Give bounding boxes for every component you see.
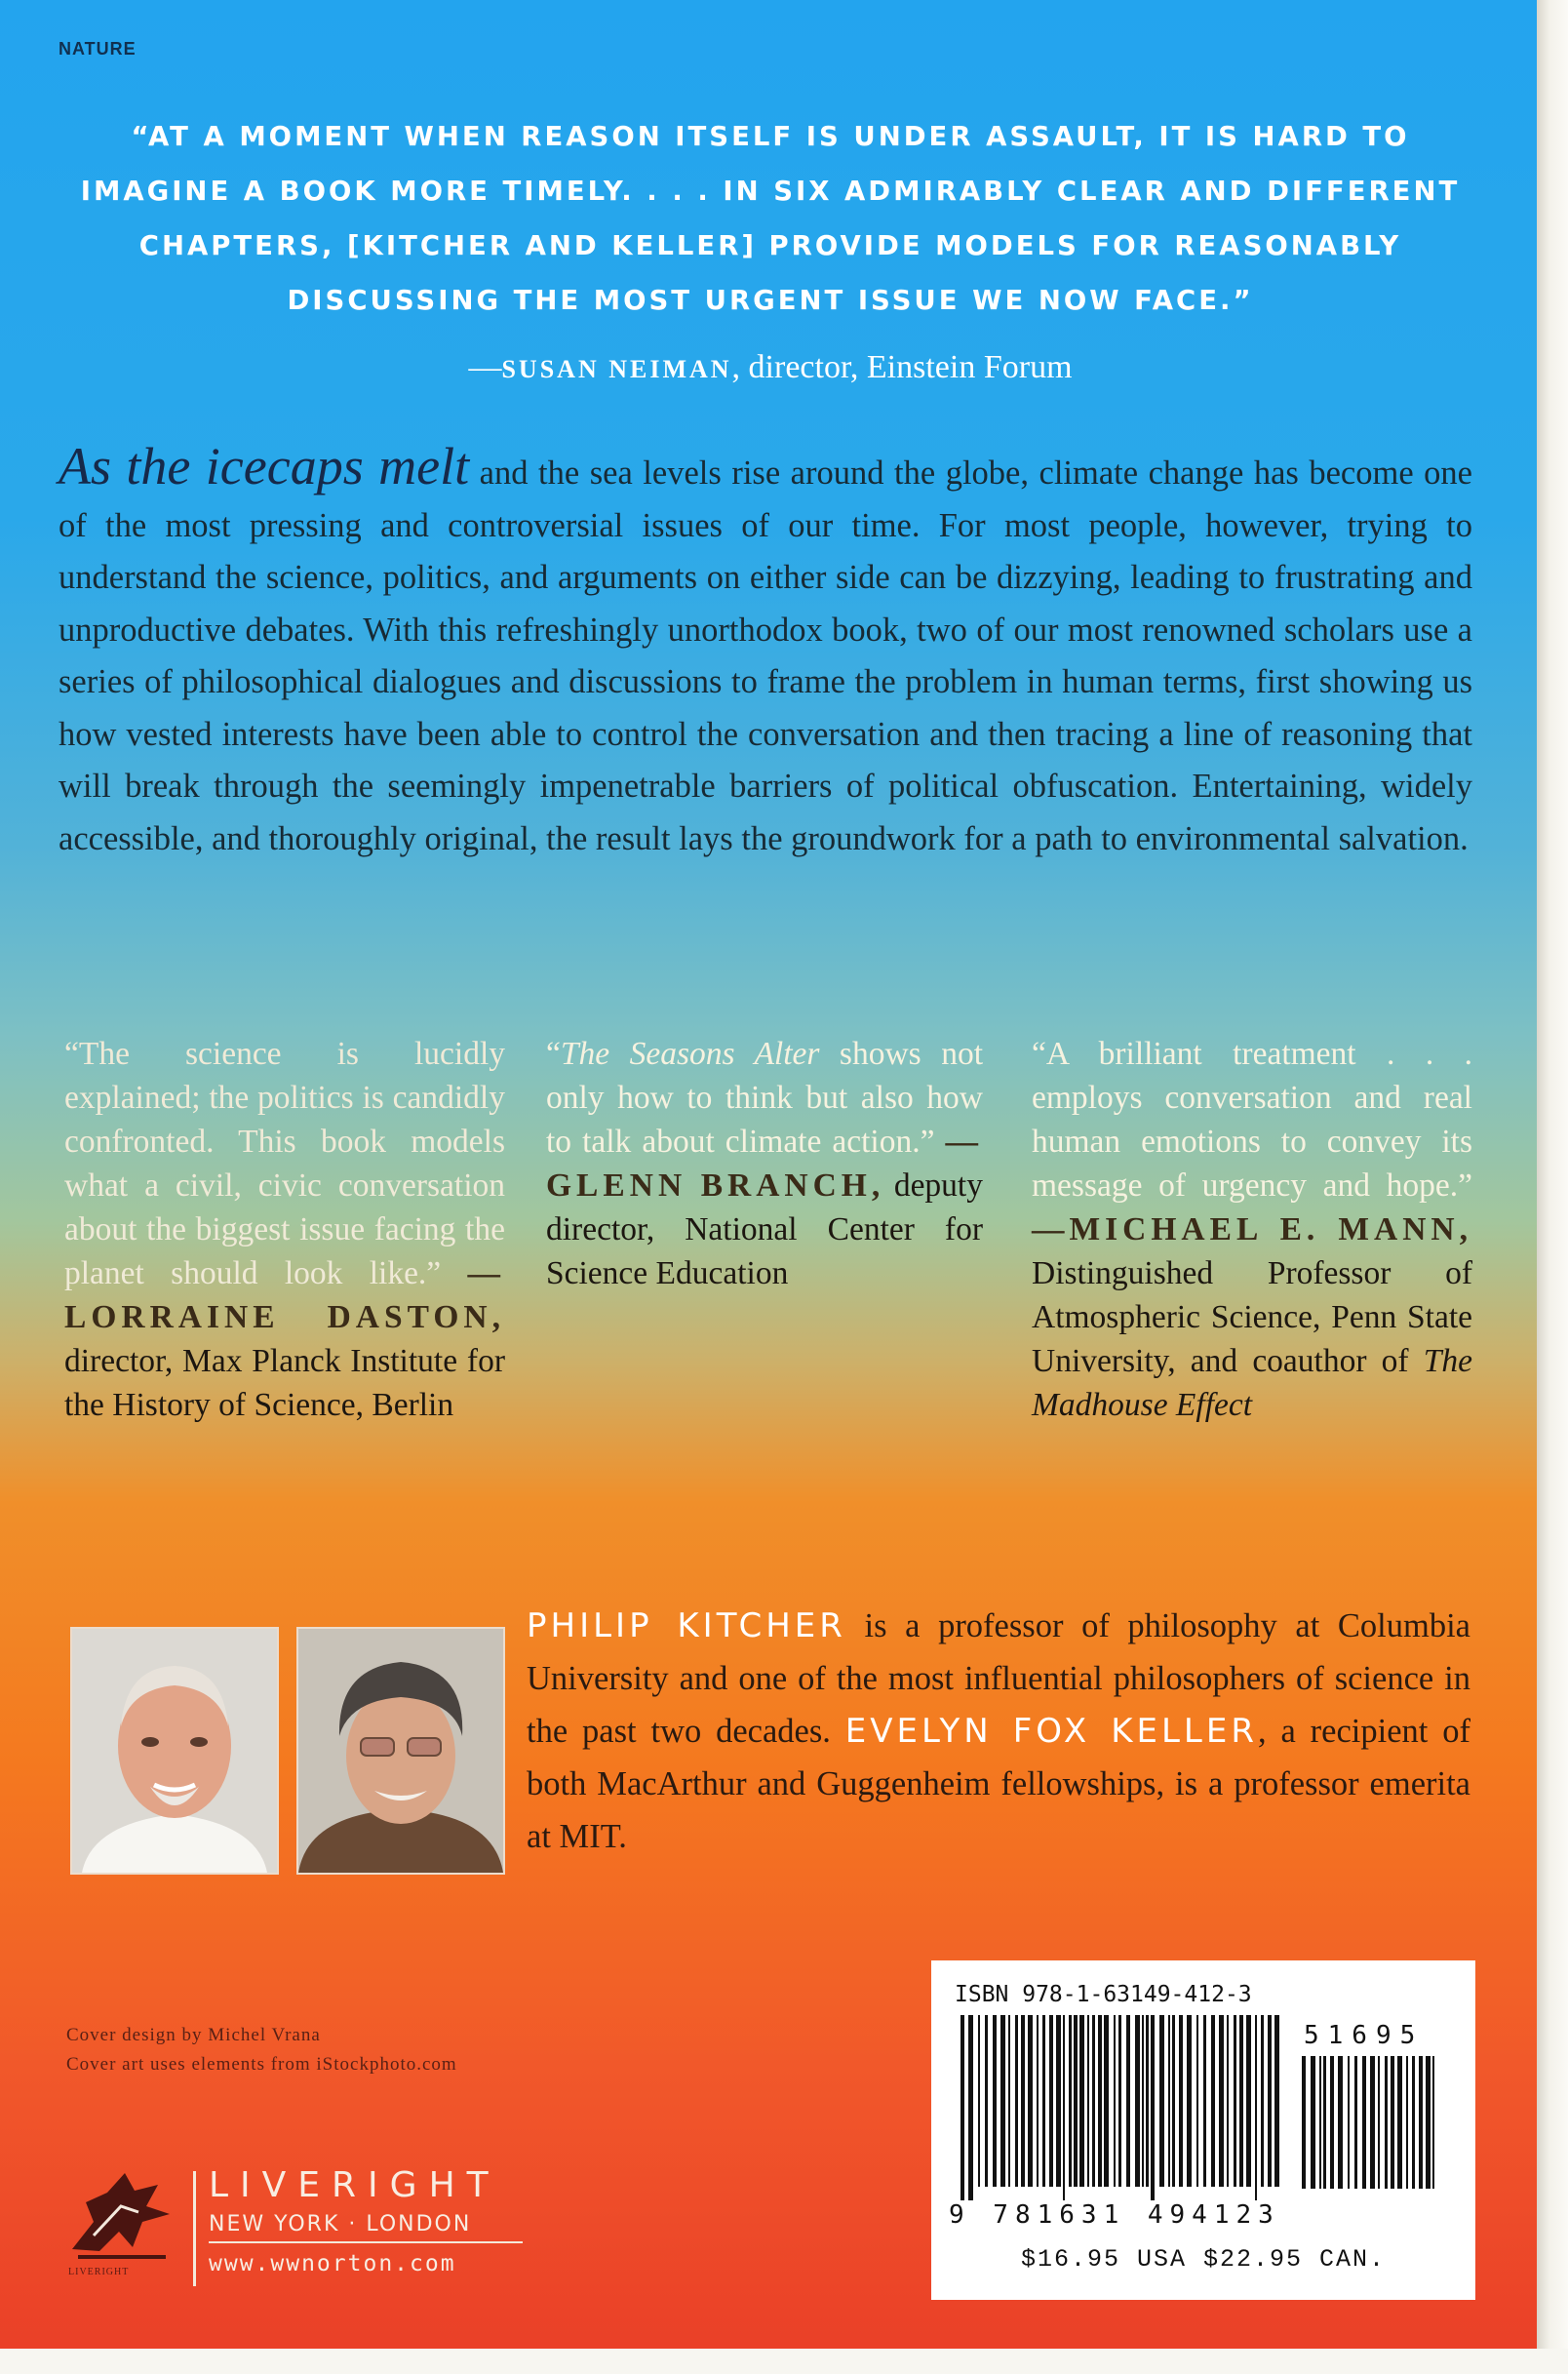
liveright-horse-logo-icon (64, 2163, 181, 2271)
barcode-panel (931, 1960, 1475, 2300)
author-name-keller: EVELYN FOX KELLER (844, 1712, 1258, 1751)
barcode-bar (1135, 2015, 1140, 2187)
barcode-bar (1196, 2015, 1198, 2187)
lead-quote: “AT A MOMENT WHEN REASON ITSELF IS UNDER ASSAULT, IT IS HARD TO IMAGINE A BOOK MORE TIMELY. . . . IN SIX ADMIRABLY CLEAR AND DIFFERENT CHAPTERS, [KITCHER AND KELLER] PROVIDE MODELS FOR REASONABLY DISCUSSING THE MOST URGENT ISSUE WE NOW FACE.” (80, 121, 1461, 316)
blurb-name: —LORRAINE DASTON, (64, 1255, 506, 1335)
publisher-rule (209, 2241, 523, 2243)
portrait-woman-image (298, 1629, 503, 1873)
portrait-man-image (72, 1629, 277, 1873)
blurb-name: —GLENN BRANCH, (546, 1124, 984, 1204)
author-photo-kitcher (70, 1627, 279, 1875)
barcode-bar (1311, 2056, 1315, 2189)
authors-bio (527, 1600, 1470, 1863)
isbn-label: ISBN 978-1-63149-412-3 (955, 1982, 1252, 2007)
barcode-bar (1126, 2015, 1130, 2187)
isbn-barcode-image (960, 2015, 1282, 2200)
barcode-bar (1348, 2056, 1350, 2189)
barcode-bar (1426, 2056, 1431, 2189)
publisher-name: LIVERIGHT (209, 2165, 500, 2205)
author-name-kitcher: PHILIP KITCHER (527, 1606, 846, 1645)
barcode-bar (1354, 2056, 1357, 2189)
barcode-bar (1087, 2015, 1089, 2187)
barcode-bar (1000, 2015, 1005, 2187)
barcode-bar (1074, 2015, 1078, 2187)
barcode-bar (1008, 2015, 1010, 2187)
page-edge (1537, 0, 1568, 2374)
blurb-role-title: The Madhouse Effect (1032, 1343, 1472, 1423)
blurb-quote-open: “ (546, 1036, 561, 1072)
barcode-bar (1146, 2015, 1149, 2187)
publisher-imprint-label: LIVERIGHT (68, 2267, 130, 2277)
page-bottom-edge (0, 2349, 1568, 2374)
author-photo-keller (296, 1627, 505, 1875)
barcode-bar (1142, 2015, 1144, 2187)
blurb-name: —MICHAEL E. MANN, (1032, 1211, 1472, 1247)
barcode-bar (1069, 2015, 1072, 2187)
barcode-bar (978, 2015, 980, 2187)
barcode-bar (1338, 2056, 1343, 2189)
barcode-bar (968, 2015, 973, 2200)
barcode-bar (1302, 2056, 1306, 2189)
barcode-bar (1219, 2015, 1224, 2187)
blurb-role: deputy director, National Center for Science Education (546, 1167, 983, 1291)
description-body: and the sea levels rise around the globe, climate change has become one of the most pressing and controversial issues of our time. For most people, however, trying to understand the science, politics, and arguments on either side can be dizzying, leading to frustrating and unproductive debates. With this refreshingly unorthodox book, two of our most renowned scholars use a series of philosophical dialogues and discussions to frame the problem in human terms, first showing us how vested interests have been able to control the conversation and then tracing a line of reasoning that will break through the seemingly impenetrable barriers of political obfuscation. Entertaining, widely accessible, and thoroughly original, the result lays the groundwork for a path to environmental salvation. (59, 455, 1472, 857)
barcode-bar (1056, 2015, 1061, 2187)
publisher-divider (193, 2171, 196, 2286)
cover-credits (66, 2021, 457, 2079)
cover-art-credit: Cover art uses elements from iStockphoto.com (66, 2054, 457, 2075)
barcode-bar (1370, 2056, 1375, 2189)
barcode-bar (1362, 2056, 1366, 2189)
barcode-bar (1378, 2056, 1380, 2189)
barcode-bar (1203, 2015, 1206, 2187)
barcode-bar (1412, 2056, 1415, 2189)
blurb-quote: shows not only how to think but also how to talk about climate action.” (546, 1036, 983, 1160)
barcode-bar (960, 2015, 964, 2200)
publisher-url: www.wwnorton.com (209, 2251, 456, 2276)
attribution-dash: — (468, 349, 502, 385)
barcode-bar (1104, 2015, 1109, 2187)
barcode-bar (1211, 2015, 1215, 2187)
barcode-bar (1323, 2056, 1326, 2189)
series-label: NATURE (59, 39, 137, 59)
barcode-bar (1015, 2015, 1018, 2187)
barcode-bar (1028, 2015, 1033, 2187)
barcode-bar (1063, 2015, 1065, 2200)
publisher-logo-block (64, 2163, 552, 2290)
barcode-bar (1168, 2015, 1170, 2187)
book-description (59, 437, 1472, 865)
barcode-bar (1239, 2015, 1243, 2187)
description-lead-in: As the icecaps melt (59, 437, 470, 495)
bio-text-keller: , a recipient of both MacArthur and Guggenheim fellowships, is a professor emerita at MIT. (527, 1713, 1470, 1855)
blurb-role: director, Max Planck Institute for the History of Science, Berlin (64, 1343, 505, 1423)
barcode-bar (1187, 2015, 1192, 2187)
barcode-bar (1037, 2015, 1039, 2187)
barcode-bar (985, 2015, 988, 2187)
barcode-bar (1079, 2015, 1084, 2187)
blurb-daston (64, 1032, 505, 1427)
barcode-addon-digits: 51695 (1304, 2021, 1425, 2050)
blurb-branch (546, 1032, 983, 1295)
barcode-bar (1172, 2015, 1175, 2187)
lead-quote-attribution (59, 349, 1482, 386)
barcode-bar (1159, 2015, 1164, 2187)
barcode-bar (1391, 2056, 1394, 2189)
barcode-bar (1432, 2056, 1434, 2189)
barcode-bar (1406, 2056, 1408, 2189)
barcode-bar (1114, 2015, 1116, 2187)
barcode-bar (1179, 2015, 1183, 2187)
blurb-quote: “A brilliant treatment . . . employs conversation and real human emotions to convey its message of urgency and hope.” (1032, 1036, 1472, 1204)
barcode-digits: 9 781631 494123 (949, 2200, 1280, 2230)
attribution-name: SUSAN NEIMAN (501, 355, 732, 383)
cover-design-credit: Cover design by Michel Vrana (66, 2025, 321, 2045)
barcode-bar (1268, 2015, 1272, 2187)
price-addon-barcode-image (1302, 2056, 1448, 2202)
attribution-role: , director, Einstein Forum (731, 349, 1073, 385)
barcode-bar (1419, 2056, 1423, 2189)
barcode-bar (1118, 2015, 1121, 2187)
barcode-bar (1385, 2056, 1388, 2189)
barcode-bar (1042, 2015, 1045, 2187)
barcode-bar (1397, 2056, 1402, 2189)
barcode-bar (993, 2015, 997, 2187)
barcode-bar (1227, 2015, 1229, 2187)
barcode-bar (1330, 2056, 1334, 2189)
barcode-bar (1234, 2015, 1236, 2187)
barcode-bar (1274, 2015, 1279, 2187)
bio-text-kitcher: is a professor of philosophy at Columbia University and one of the most influential philosophers of science in the past two decades. (527, 1607, 1470, 1750)
price-label: $16.95 USA $22.95 CAN. (1020, 2245, 1387, 2274)
blurb-quote: “The science is lucidly explained; the politics is candidly confronted. This book models what a civil, civic conversation about the biggest issue facing the planet should look like.” (64, 1036, 505, 1291)
publisher-cities: NEW YORK · LONDON (209, 2212, 472, 2236)
blurb-role: Distinguished Professor of Atmospheric Science, Penn State University, and coauthor of (1032, 1255, 1472, 1379)
barcode-bar (1261, 2015, 1264, 2187)
barcode-bar (1255, 2015, 1257, 2200)
barcode-bar (1092, 2015, 1095, 2187)
barcode-bar (1098, 2015, 1102, 2187)
barcode-bar (1021, 2015, 1025, 2187)
barcode-bar (1246, 2015, 1251, 2187)
barcode-bar (1049, 2015, 1053, 2187)
barcode-bar (1151, 2015, 1155, 2200)
blurb-mann (1032, 1032, 1472, 1427)
blurb-quote-title: The Seasons Alter (560, 1036, 820, 1072)
barcode-bar (1319, 2056, 1321, 2189)
